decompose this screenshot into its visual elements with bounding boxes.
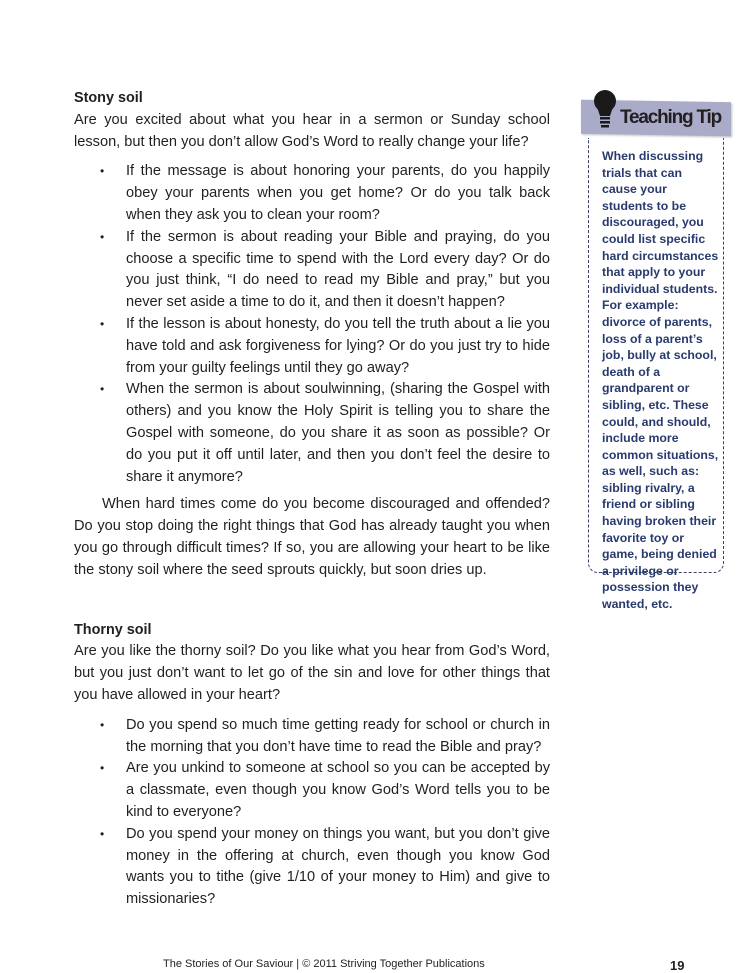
section-intro: Are you excited about what you hear in a sermon or Sunday school lesson, but then you don’t allow God’s Word to really change your life? (74, 111, 550, 150)
teaching-tip-title: Teaching Tip (620, 107, 722, 128)
list-item: • If the message is about honoring your parents, do you happily obey your parents when you get home? Or do you talk back when they ask you to clean your room? (100, 163, 550, 223)
bullet-icon: • (100, 164, 105, 179)
bullet-icon: • (100, 229, 105, 244)
bullet-icon: • (100, 382, 105, 397)
closing-paragraph: When hard times come do you become discouraged and offended? Do you stop doing the right things that God has already taught you when you go through difficult times? If so, you are allowing your heart to be like the stony soil where the seed sprouts quickly, but soon dries up. (74, 496, 550, 578)
list-item: • When the sermon is about soulwinning, (sharing the Gospel with others) and you know the Holy Spirit is telling you to share the Gospel with someone, do you share it as soon as possible? Or do you put it off until later, and then you don’t feel the desire to share it anymore? (100, 381, 550, 485)
section-intro: Are you like the thorny soil? Do you like what you hear from God’s Word, but you just don’t want to let go of the sin and love for other things that you have allowed in your heart? (74, 643, 550, 703)
main-content (74, 88, 550, 911)
page-number: 19 (670, 958, 685, 973)
bullet-icon: • (100, 826, 105, 841)
lightbulb-icon (592, 90, 618, 130)
section-heading: Thorny soil (74, 621, 152, 638)
bullet-icon: • (100, 717, 105, 732)
list-item: • If the sermon is about reading your Bible and praying, do you choose a specific time to spend with the Lord every day? Or do you just think, “I do need to read my Bible and pray,” but you never set aside a time to do it, and then it doesn’t happen? (100, 228, 550, 311)
list-item: • Do you spend so much time getting ready for school or church in the morning that you don’t have time to read the Bible and pray? (100, 716, 550, 755)
bullet-icon: • (100, 316, 105, 331)
list-item: • Do you spend your money on things you want, but you don’t give money in the offering at church, even though you know God wants you to tithe (give 1/10 of your money to Him) and give to missionaries? (100, 825, 550, 908)
section-heading: Stony soil (74, 90, 143, 106)
stony-soil-section (74, 88, 550, 582)
bullet-icon: • (100, 761, 105, 776)
spacer (74, 582, 550, 620)
list-item: • If the lesson is about honesty, do you tell the truth about a lie you have told and ask forgiveness for lying? Or do you just try to hide from your guilty feelings until they go away? (100, 315, 550, 376)
bullet-list (74, 161, 550, 488)
teaching-tip-body: When discussing trials that can cause your students to be discouraged, you could list specific hard circumstances that apply to your individual students. For example: divorce of parents, loss of a parent’s job, bully at school, death of a grandparent or sibling, etc. These could, and should, include more common situations, as well, such as: sibling rivalry, a friend or sibling having broken their favorite toy or game, being denied a privilege or possession they wanted, etc. (602, 149, 719, 612)
bullet-list (74, 715, 550, 911)
list-item: • Are you unkind to someone at school so you can be accepted by a classmate, even though you know God’s Word tells you to be kind to everyone? (100, 760, 550, 820)
page-footer: The Stories of Our Saviour | © 2011 Striving Together Publications (163, 958, 485, 970)
thorny-soil-section (74, 620, 550, 911)
